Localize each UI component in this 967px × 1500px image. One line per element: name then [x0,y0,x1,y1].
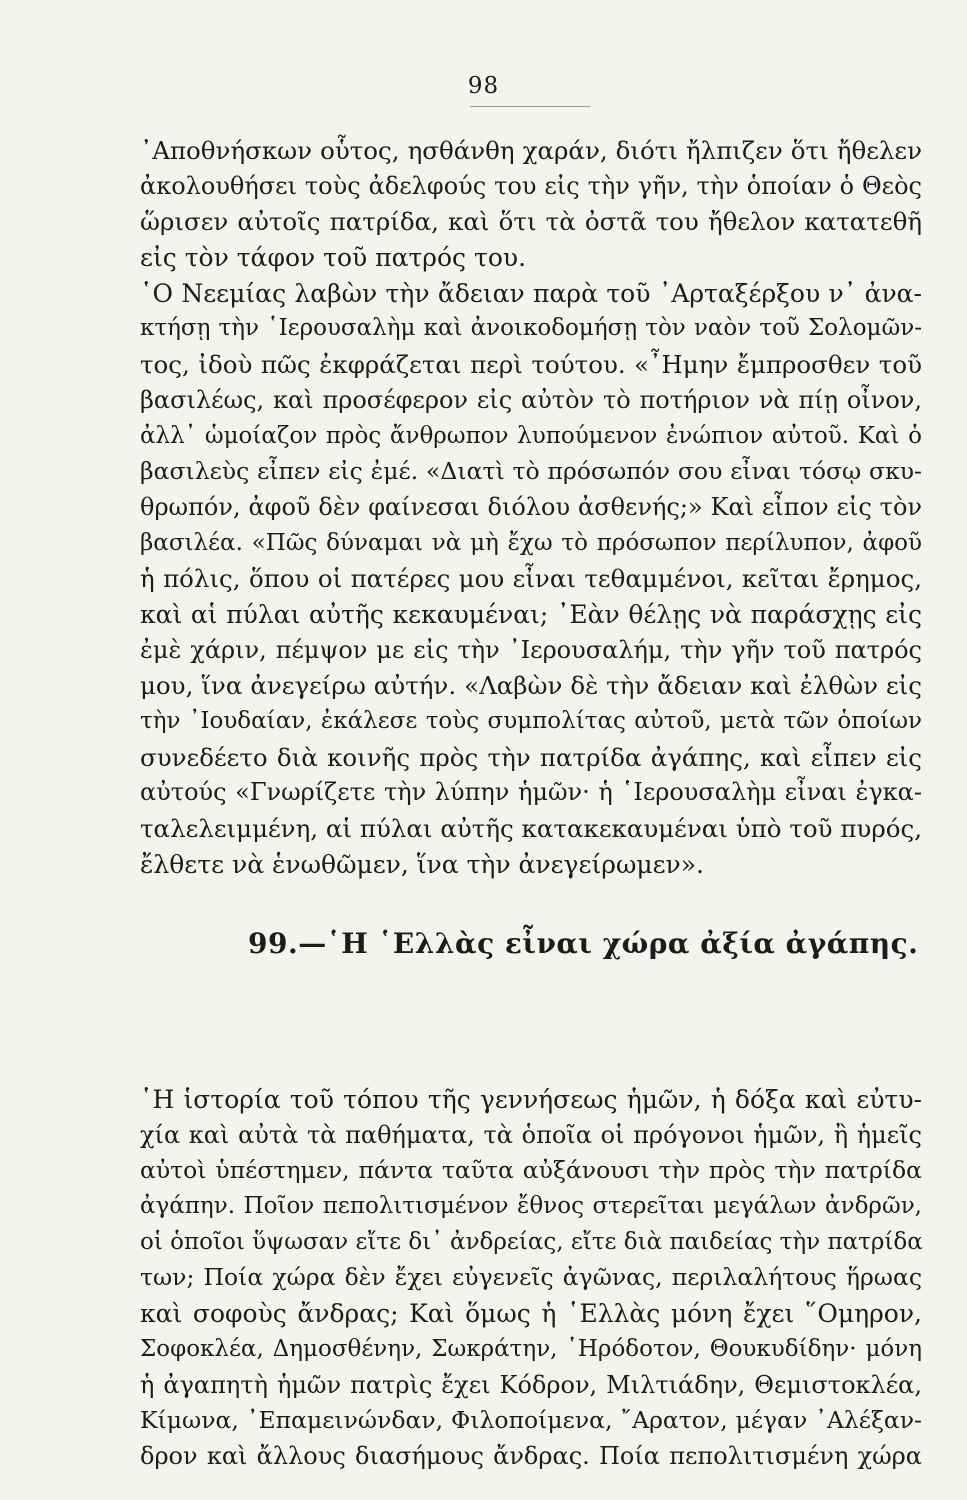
text-line: ἡ πόλις, ὅπου οἱ πατέρες μου εἶναι τεθαμμένοι, κεῖται ἔρημος, [140,564,922,594]
header-rule [470,106,590,107]
text-line: βασιλέα. «Πῶς δύναμαι νὰ μὴ ἔχω τὸ πρόσωπον περίλυπον, ἀφοῦ [140,529,922,556]
page-number: 98 [467,73,500,99]
text-line: καὶ αἱ πύλαι αὐτῆς κεκαυμέναι; ᾿Εὰν θέλῃς νὰ παράσχῃς εἰς [140,599,922,629]
text-line: ἔλθετε νὰ ἑνωθῶμεν, ἵνα τὴν ἀνεγείρωμεν». [140,849,704,879]
text-line: ταλελειμμένη, αἱ πύλαι αὐτῆς κατακεκαυμέναι ὑπὸ τοῦ πυρός, [140,814,922,844]
text-line: θρωπόν, ἀφοῦ δὲν φαίνεσαι διόλου ἀσθενής;» Καὶ εἶπον εἰς τὸν [140,492,922,521]
text-line: ἐμὲ χάριν, πέμψον με εἰς τὴν ᾿Ιερουσαλήμ, τὴν γῆν τοῦ πατρός [140,635,922,664]
text-line: μου, ἵνα ἀνεγείρω αὐτήν. «Λαβὼν δὲ τὴν ἄδειαν καὶ ἐλθὼν εἰς [140,671,922,701]
text-line: εἰς τὸν τάφον τοῦ πατρός του. [140,243,527,273]
text-line: ῾Η ἱστορία τοῦ τόπου τῆς γεννήσεως ἡμῶν, ἡ δόξα καὶ εὐτυ- [140,1085,922,1114]
section-heading: 99.—῾Η ῾Ελλὰς εἶναι χώρα ἀξία ἀγάπης. [248,927,919,960]
text-line: οἱ ὁποῖοι ὕψωσαν εἴτε δι᾿ ἀνδρείας, εἴτε διὰ παιδείας τὴν πατρίδα [140,1228,923,1255]
text-line: ἀλλ᾿ ὡμοίαζον πρὸς ἄνθρωπον λυπούμενον ἐνώπιον αὐτοῦ. Καὶ ὁ [140,422,922,449]
text-line: αὐτούς «Γνωρίζετε τὴν λύπην ἡμῶν· ἡ ῾Ιερουσαλὴμ εἶναι ἐγκα- [140,778,922,807]
text-line: Κίμωνα, ᾿Επαμεινώνδαν, Φιλοποίμενα, ῎Αρατον, μέγαν ᾿Αλέξαν- [140,1406,922,1435]
text-line: βασιλεὺς εἶπεν εἰς ἐμέ. «Διατὶ τὸ πρόσωπόν σου εἶναι τόσῳ σκυ- [140,457,922,486]
text-line: ἀκολουθήσει τοὺς ἀδελφούς του εἰς τὴν γῆν, τὴν ὁποίαν ὁ Θεὸς [140,171,922,200]
text-line: δρον καὶ ἄλλους διασήμους ἄνδρας. Ποία πεπολιτισμένη χώρα [140,1441,922,1470]
text-line: ἡ ἀγαπητὴ ἡμῶν πατρὶς ἔχει Κόδρον, Μιλτιάδην, Θεμιστοκλέα, [140,1370,922,1399]
paragraph-block-1 [140,133,922,882]
text-line: ᾿Αποθνήσκων οὗτος, ησθάνθη χαράν, διότι ἤλπιζεν ὅτι ἤθελεν [140,136,922,165]
text-line: τος, ἰδοὺ πῶς ἐκφράζεται περὶ τούτου. «῏Ημην ἔμπροσθεν τοῦ [140,350,922,380]
text-line: ἀγάπην. Ποῖον πεπολιτισμένον ἔθνος στερεῖται μεγάλων ἀνδρῶν, [140,1193,922,1220]
text-line: χία καὶ αὐτὰ τὰ παθήματα, τὰ ὁποῖα οἱ πρόγονοι ἡμῶν, ἢ ἡμεῖς [140,1120,922,1149]
text-line: καὶ σοφοὺς ἄνδρας; Καὶ ὅμως ἡ ῾Ελλὰς μόνη ἔχει ῞Ομηρον, [140,1299,922,1329]
text-line: ῾Ο Νεεμίας λαβὼν τὴν ἄδειαν παρὰ τοῦ ᾿Αρταξέρξου ν᾿ ἀνα- [140,278,922,308]
text-line: τὴν ᾿Ιουδαίαν, ἐκάλεσε τοὺς συμπολίτας αὐτοῦ, μετὰ τῶν ὁποίων [140,708,922,734]
text-line: ὥρισεν αὐτοῖς πατρίδα, καὶ ὅτι τὰ ὀστᾶ του ἤθελον κατατεθῆ [140,207,922,237]
text-line: Σοφοκλέα, Δημοσθένην, Σωκράτην, ῾Ηρόδοτον, Θουκυδίδην· μόνη [140,1335,922,1362]
text-line: αὐτοὶ ὑπέστημεν, πάντα ταῦτα αὐξάνουσι τὴν πρὸς τὴν πατρίδα [140,1156,922,1185]
paragraph-block-2 [140,1082,922,1475]
text-line: κτήσῃ τὴν ῾Ιερουσαλὴμ καὶ ἀνοικοδομήσῃ τὸν ναὸν τοῦ Σολομῶν- [140,315,922,342]
text-line: συνεδέετο διὰ κοινῆς πρὸς τὴν πατρίδα ἀγάπης, καὶ εἶπεν εἰς [140,742,922,772]
text-line: βασιλέως, καὶ προσέφερον εἰς αὐτὸν τὸ ποτήριον νὰ πίῃ οἶνον, [140,385,922,414]
text-line: των; Ποία χώρα δὲν ἔχει εὐγενεῖς ἀγῶνας, περιλαλήτους ἥρωας [140,1263,922,1292]
